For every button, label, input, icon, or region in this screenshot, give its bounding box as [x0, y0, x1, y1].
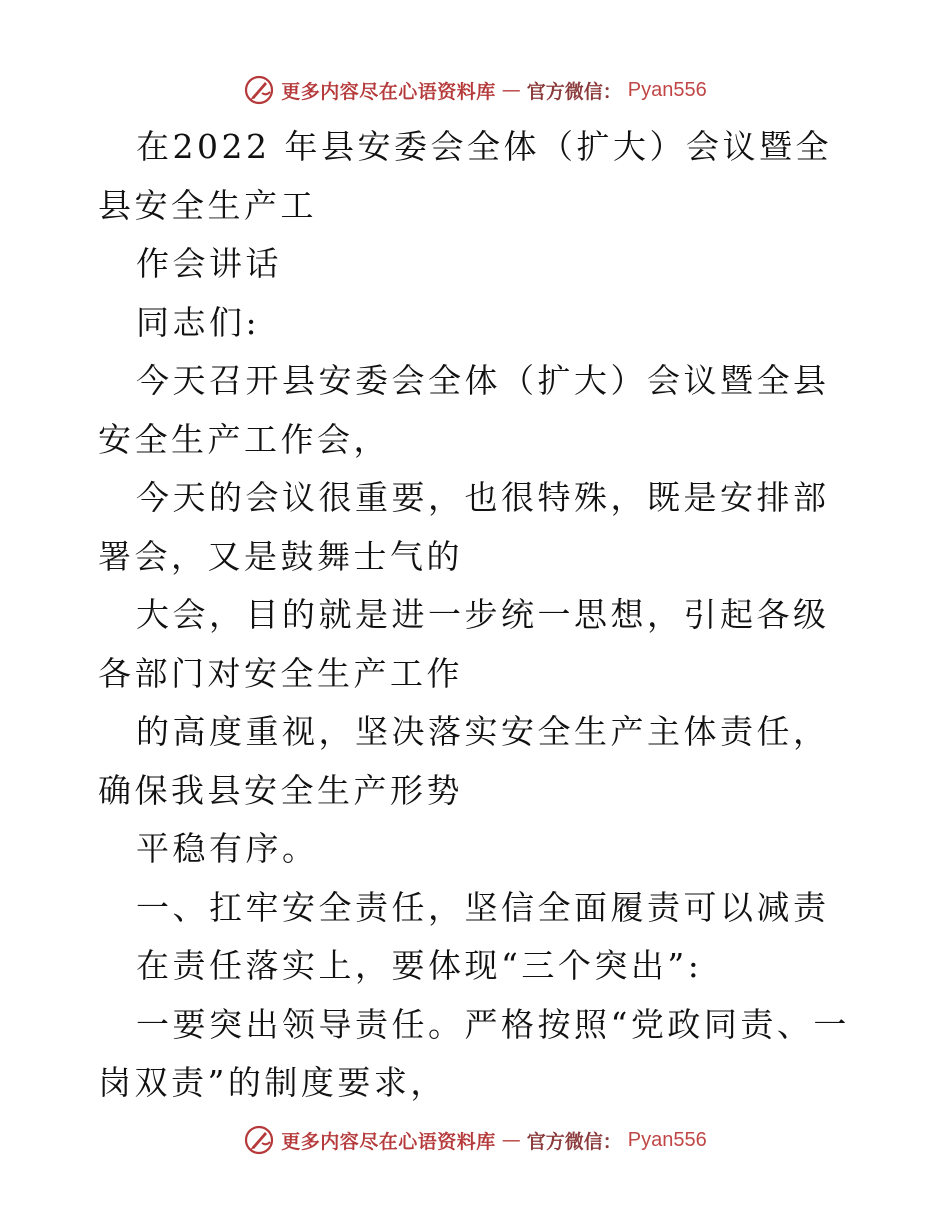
watermark-wechat-label: 官方微信：	[526, 1130, 622, 1153]
footer-watermark	[0, 1120, 950, 1160]
watermark-dash: —	[501, 1129, 521, 1151]
body-paragraph: 在责任落实上，要体现“三个突出”:	[136, 946, 703, 985]
section-heading: 一、扛牢安全责任，坚信全面履责可以减责	[136, 887, 830, 927]
body-paragraph: 一要突出领导责任。严格按照“党政同责、一岗双责”的制度要求，	[98, 1004, 850, 1102]
body-paragraph: 今天的会议很重要，也很特殊，既是安排部署会，又是鼓舞士气的	[98, 478, 830, 576]
watermark-dash: —	[501, 79, 521, 101]
quill-pen-logo-icon	[243, 74, 275, 106]
watermark-group	[243, 74, 707, 106]
salutation: 同志们:	[136, 302, 261, 342]
document-body	[98, 118, 858, 1113]
body-paragraph: 大会，目的就是进一步统一思想，引起各级各部门对安全生产工作	[98, 595, 830, 693]
watermark-wechat-label: 官方微信：	[526, 80, 622, 103]
body-paragraph: 的高度重视，坚决落实安全生产主体责任，确保我县安全生产形势	[98, 712, 830, 810]
header-watermark	[0, 70, 950, 110]
watermark-wechat-id: Pyan556	[627, 78, 707, 101]
doc-title: 在2022 年县安委会全体（扩大）会议暨全县安全生产工	[98, 127, 832, 225]
body-paragraph: 今天召开县安委会全体（扩大）会议暨全县安全生产工作会，	[98, 361, 830, 459]
quill-pen-logo-icon	[243, 1124, 275, 1156]
watermark-group	[243, 1124, 707, 1156]
watermark-site-text: 更多内容尽在心语资料库	[281, 1130, 496, 1153]
doc-title-continued: 作会讲话	[136, 244, 282, 283]
watermark-wechat-id: Pyan556	[627, 1128, 707, 1151]
body-paragraph: 平稳有序。	[136, 829, 319, 868]
watermark-site-text: 更多内容尽在心语资料库	[281, 80, 496, 103]
